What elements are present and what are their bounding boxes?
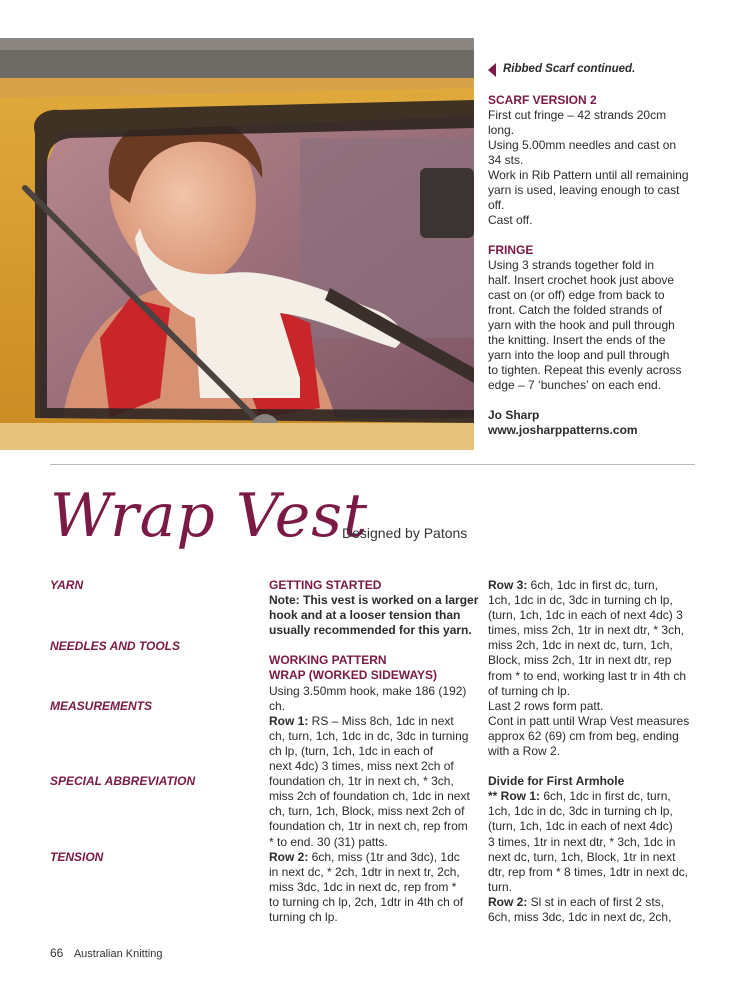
scarf-continuation	[488, 62, 718, 438]
row-label: Row 1:	[269, 713, 309, 728]
text-line: turn.	[488, 879, 513, 894]
row-label: Row 3:	[488, 578, 528, 592]
text-line: foundation ch, 1tr in next ch, * 3ch,	[269, 774, 454, 789]
publication-name: Australian Knitting	[73, 948, 163, 960]
label-yarn: YARN	[50, 578, 84, 592]
text-line: 3 times, 1tr in next dtr, * 3ch, 1dc in	[488, 834, 676, 849]
text-line: Using 3 strands together fold in	[488, 258, 655, 272]
text-line: ch lp, (turn, 1ch, 1dc in each of	[269, 743, 434, 758]
armhole-row-1-first-line	[488, 789, 700, 804]
text-line: to turning ch lp, 2ch, 1dtr in 4th ch of	[269, 894, 464, 909]
text-line: Sl st in each of first 2 sts,	[527, 894, 665, 909]
text-line: First cut fringe – 42 strands 20cm	[488, 108, 667, 122]
wrap-heading: WRAP (WORKED SIDEWAYS)	[269, 668, 438, 683]
instructions-column-1	[269, 578, 479, 925]
text-line: RS – Miss 8ch, 1dc in next	[308, 713, 454, 728]
text-line: 34 sts.	[488, 153, 524, 167]
getting-started-heading: GETTING STARTED	[269, 578, 382, 592]
text-line: yarn into the loop and pull through	[488, 348, 670, 362]
page-footer	[50, 946, 162, 960]
text-line: yarn is used, leaving enough to cast	[488, 183, 680, 197]
text-line: in next dc, * 2ch, 1dtr in next tr, 2ch,	[269, 864, 460, 879]
text-line: long.	[488, 123, 515, 137]
text-line: yarn with the hook and pull through	[488, 318, 675, 332]
page-number: 66	[50, 946, 64, 960]
text-line: with a Row 2.	[488, 744, 561, 759]
label-special-abbreviation: SPECIAL ABBREVIATION	[50, 774, 196, 788]
text-line: 6ch, 1dc in first dc, turn,	[540, 789, 671, 804]
text-line: 6ch, 1dc in first dc, turn,	[527, 578, 659, 592]
text-line: (turn, 1ch, 1dc in each of next 4dc)	[488, 819, 673, 834]
row-label: ** Row 1:	[488, 789, 541, 804]
text-line: Work in Rib Pattern until all remaining	[488, 168, 689, 182]
credit-name: Jo Sharp	[488, 408, 540, 422]
text-line: miss 2ch, 1dc in next dc, turn, 1ch,	[488, 638, 673, 653]
note-line: hook and at a looser tension than	[269, 608, 461, 623]
label-measurements: MEASUREMENTS	[50, 699, 153, 713]
text-line: 1ch, 1dc in dc, 3dc in turning ch lp,	[488, 804, 673, 819]
text-line: edge – 7 ‘bunches’ on each end.	[488, 378, 662, 392]
pattern-title: Wrap Vest	[50, 481, 369, 551]
row-2-first-line	[269, 850, 479, 865]
text-line: (turn, 1ch, 1dc in each of next 4dc) 3	[488, 608, 683, 623]
label-tension: TENSION	[50, 850, 104, 864]
text-line: miss 3dc, 1dc in next dc, rep from *	[269, 879, 457, 894]
text-line: 6ch, miss 3dc, 1dc in next dc, 2ch,	[488, 909, 672, 924]
text-line: Last 2 rows form patt.	[488, 698, 604, 713]
row-3-first-line	[488, 578, 700, 593]
text-line: Using 5.00mm needles and cast on	[488, 138, 677, 152]
text-line: miss 2ch of foundation ch, 1dc in next	[269, 789, 470, 804]
text-line: to tighten. Repeat this evenly across	[488, 363, 682, 377]
text-line: Using 3.50mm hook, make 186 (192)	[269, 683, 467, 698]
text-line: off.	[488, 198, 505, 212]
hero-photo	[0, 38, 474, 450]
text-line: ch, turn, 1ch, Block, miss next 2ch of	[269, 804, 465, 819]
scarf-v2-heading: SCARF VERSION 2	[488, 93, 597, 107]
text-line: next 4dc) 3 times, miss next 2ch of	[269, 759, 454, 774]
text-line: 6ch, miss (1tr and 3dc), 1dc	[308, 849, 460, 864]
continued-marker	[488, 62, 718, 77]
working-pattern-heading: WORKING PATTERN	[269, 653, 387, 668]
text-line: * to end. 30 (31) patts.	[269, 834, 388, 849]
scarf-v2-body	[488, 108, 718, 228]
note-line: Note: This vest is worked on a larger	[269, 593, 479, 608]
row-label: Row 2:	[488, 894, 528, 909]
designer-credit: Designed by Patons	[342, 525, 468, 541]
note-line: usually recommended for this yarn.	[269, 623, 472, 638]
continued-label: Ribbed Scarf continued.	[503, 63, 636, 75]
armhole-row-2-first-line	[488, 895, 700, 910]
text-line: half. Insert crochet hook just above	[488, 273, 675, 287]
row-1-first-line	[269, 714, 479, 729]
text-line: next dc, turn, 1ch, Block, 1tr in next	[488, 849, 676, 864]
label-needles-tools: NEEDLES AND TOOLS	[50, 639, 181, 653]
text-line: dtr, rep from * 8 times, 1dtr in next dc,	[488, 864, 689, 879]
text-line: times, miss 2ch, 1tr in next dtr, * 3ch,	[488, 623, 685, 638]
fringe-body	[488, 258, 718, 393]
text-line: ch, turn, 1ch, 1dc in dc, 3dc in turning	[269, 728, 469, 743]
text-line: Cast off.	[488, 213, 533, 227]
text-line: Block, miss 2ch, 1tr in next dtr, rep	[488, 653, 672, 668]
divide-armhole-heading: Divide for First Armhole	[488, 774, 625, 789]
text-line: front. Catch the folded strands of	[488, 303, 663, 317]
text-line: foundation ch, 1tr in next ch, rep from	[269, 819, 468, 834]
triangle-left-icon	[488, 63, 496, 77]
fringe-heading: FRINGE	[488, 243, 534, 257]
section-divider	[50, 464, 695, 465]
text-line: from * to end, working last tr in 4th ch	[488, 668, 687, 683]
text-line: approx 62 (69) cm from beg, ending	[488, 728, 679, 743]
text-line: the knitting. Insert the ends of the	[488, 333, 666, 347]
instructions-column-2	[488, 578, 700, 925]
text-line: cast on (or off) edge from back to	[488, 288, 665, 302]
text-line: ch.	[269, 698, 286, 713]
text-line: of turning ch lp.	[488, 683, 571, 698]
text-line: 1ch, 1dc in dc, 3dc in turning ch lp,	[488, 593, 673, 608]
text-line: Cont in patt until Wrap Vest measures	[488, 713, 690, 728]
scarf-photo-illustration	[0, 38, 474, 450]
text-line: turning ch lp.	[269, 909, 338, 924]
row-label: Row 2:	[269, 849, 309, 864]
credit-url[interactable]: www.josharppatterns.com	[488, 423, 638, 437]
